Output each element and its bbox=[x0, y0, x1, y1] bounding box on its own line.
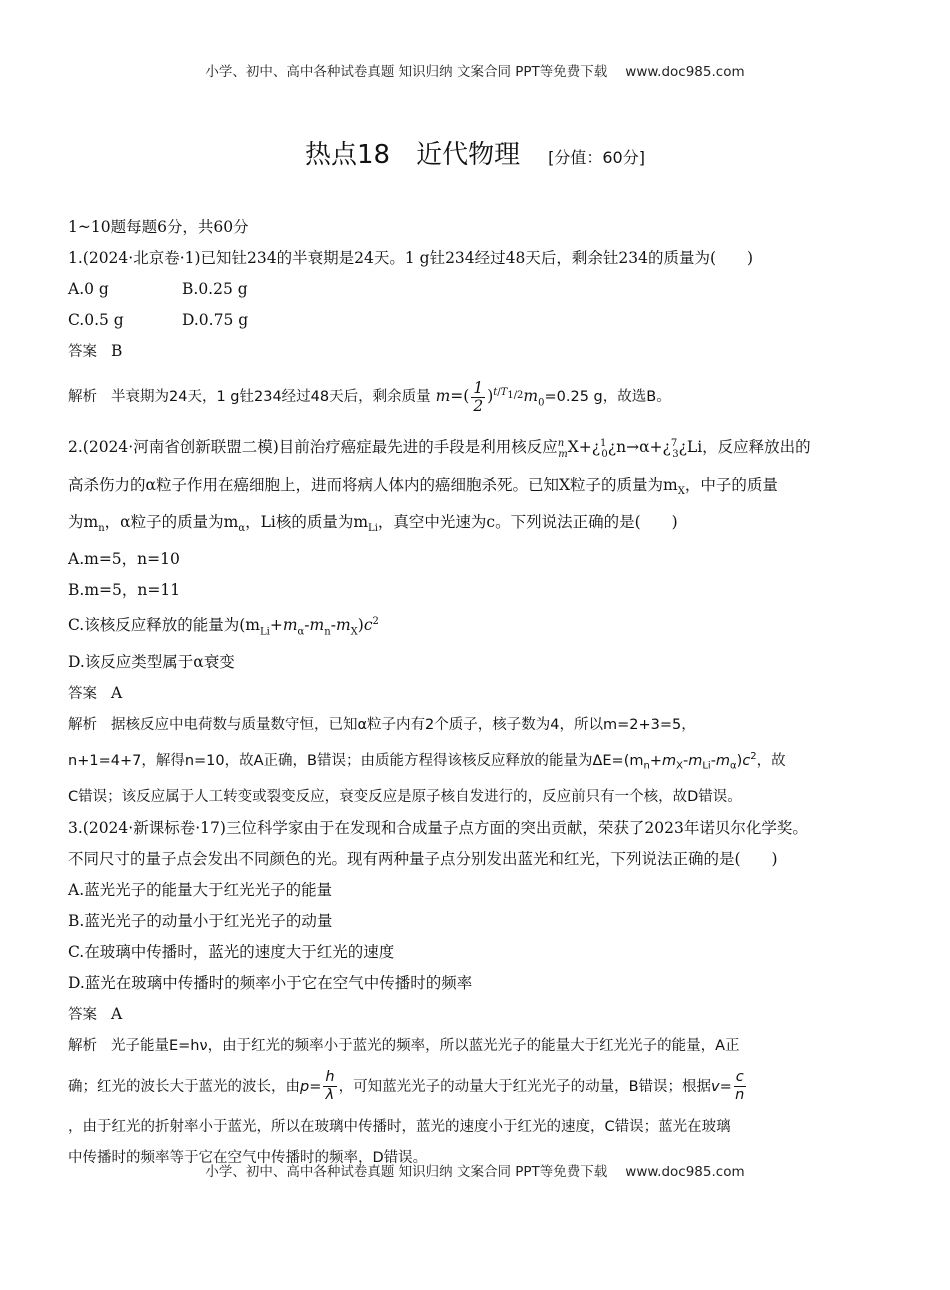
q3-analysis-line4: 中传播时的频率等于它在空气中传播时的频率，D错误。 bbox=[68, 1149, 428, 1166]
q1-answer-label: 答案 bbox=[68, 344, 97, 360]
q2-stem-line2: 高杀伤力的α粒子作用在癌细胞上，进而将病人体内的癌细胞杀死。已知X粒子的质量为$m_X$，中子的质量 bbox=[68, 475, 778, 497]
q1-option-b: B.0.25 g bbox=[182, 280, 248, 298]
footer-site[interactable]: www.doc985.com bbox=[625, 1164, 745, 1180]
q1-option-c: C.0.5 g bbox=[68, 311, 124, 329]
header-site[interactable]: www.doc985.com bbox=[625, 64, 745, 80]
intro: 1~10题每题6分，共60分 bbox=[68, 218, 249, 236]
title-score: [分值：60分] bbox=[548, 148, 645, 167]
q3-an2b: ，可知蓝光光子的动量大于红光光子的动量，B错误；根据 bbox=[338, 1078, 712, 1095]
q3-stem-line2: 不同尺寸的量子点会发出不同颜色的光。现有两种量子点分别发出蓝光和红光，下列说法正确的是( ) bbox=[68, 849, 778, 868]
q2-stem3: 为m bbox=[68, 512, 99, 531]
q3-an2a: 确；红光的波长大于蓝光的波长，由 bbox=[68, 1078, 300, 1095]
q1-option-a: A.0 g bbox=[68, 280, 109, 298]
page-title bbox=[0, 134, 950, 171]
q3-answer-label: 答案 bbox=[68, 1006, 97, 1023]
q2-stem-li: ¿Li，反应释放出的 bbox=[678, 438, 811, 457]
q3-analysis-line1 bbox=[68, 1031, 888, 1062]
q3-answer bbox=[68, 999, 888, 1031]
q1-analysis: 解析 半衰期为24天，1 g钍234经过48天后，剩余质量 m=( $\frac{1}{2}$ )$^{t/T_{1/2}}m_0=0.25$ g，故选B。 bbox=[68, 378, 671, 415]
q2-an1: 据核反应中电荷数与质量数守恒，已知α粒子内有2个质子，核子数为4，所以m=2+3=5， bbox=[111, 716, 696, 733]
q3-option-d: D.蓝光在玻璃中传播时的频率小于它在空气中传播时的频率 bbox=[68, 973, 473, 992]
q3-answer-value: A bbox=[111, 1004, 123, 1023]
q3-analysis-label: 解析 bbox=[68, 1037, 97, 1054]
q2-option-c: C.该核反应释放的能量为$(m_{Li}+m_\alpha-m_n-m_X)c^2$ bbox=[68, 615, 379, 637]
header-text: 小学、初中、高中各种试卷真题 知识归纳 文案合同 PPT等免费下载 bbox=[205, 64, 608, 80]
title-main: 热点18 近代物理 bbox=[305, 140, 521, 170]
q2-analysis-label: 解析 bbox=[68, 716, 97, 733]
q2-stem-line1: 2.(2024·河南省创新联盟二模)目前治疗癌症最先进的手段是利用核反应$^n_m$X+¿$^1_0$¿n→α+¿$^7_3$¿Li，反应释放出的 bbox=[68, 438, 811, 460]
q3-an1: 光子能量E=hν，由于红光的频率小于蓝光的频率，所以蓝光光子的能量大于红光光子的能量，A正 bbox=[111, 1037, 740, 1054]
q2-option-d: D.该反应类型属于α衰变 bbox=[68, 652, 235, 671]
q1-stem: 1.(2024·北京卷·1)已知钍234的半衰期是24天。1 g钍234经过48天后，剩余钍234的质量为( ) bbox=[68, 249, 754, 267]
q1-analysis-post: =0.25 g，故选B。 bbox=[544, 389, 671, 406]
q2-stem3b: ，α粒子的质量为m bbox=[104, 512, 239, 531]
q3-momentum-fraction: $\frac{h}{\lambda}$ bbox=[325, 1069, 335, 1104]
q2-stem-line3: 为$m_n$，α粒子的质量为$m_\alpha$，Li核的质量为$m_{Li}$，真空中光速为c。下列说法正确的是( ) bbox=[68, 512, 678, 534]
q1-answer bbox=[68, 336, 888, 368]
q2-option-b: B.m=5，n=11 bbox=[68, 580, 181, 599]
q3-option-a: A.蓝光光子的能量大于红光光子的能量 bbox=[68, 880, 333, 899]
q1-options-cd bbox=[68, 305, 888, 336]
q1-half-fraction: $\frac{1}{2}$ bbox=[473, 378, 484, 415]
page-footer bbox=[0, 1160, 950, 1180]
footer-text: 小学、初中、高中各种试卷真题 知识归纳 文案合同 PPT等免费下载 bbox=[205, 1164, 608, 1180]
q2-option-a: A.m=5，n=10 bbox=[68, 549, 180, 568]
q2-stem3c: ，Li核的质量为m bbox=[245, 512, 369, 531]
q1-options-ab bbox=[68, 274, 888, 305]
q1-analysis-label: 解析 bbox=[68, 389, 97, 406]
q3-option-b: B.蓝光光子的动量小于红光光子的动量 bbox=[68, 911, 333, 930]
q3-stem-line1: 3.(2024·新课标卷·17)三位科学家由于在发现和合成量子点方面的突出贡献，荣获了2023年诺贝尔化学奖。 bbox=[68, 818, 808, 837]
page-header bbox=[0, 60, 950, 80]
q1-option-d: D.0.75 g bbox=[182, 311, 249, 329]
q1-answer-value: B bbox=[111, 342, 123, 360]
q2-answer bbox=[68, 678, 888, 710]
q2-stem2b: ，中子的质量 bbox=[684, 475, 778, 494]
q2-analysis-line2: n+1=4+7，解得n=10，故A正确，B错误；由质能方程得该核反应释放的能量为$\Delta E=(m_n+m_X-m_{Li}-m_\alpha)c^2$，故 bbox=[68, 750, 786, 772]
q2-answer-value: A bbox=[111, 683, 123, 702]
q1-analysis-pre: 半衰期为24天，1 g钍234经过48天后，剩余质量 bbox=[111, 389, 431, 406]
q3-option-c: C.在玻璃中传播时，蓝光的速度大于红光的速度 bbox=[68, 942, 395, 961]
q2-an2: n+1=4+7，解得n=10，故A正确，B错误；由质能方程得该核反应释放的能量为ΔE=(m bbox=[68, 752, 644, 769]
q3-speed-fraction: $\frac{c}{n}$ bbox=[735, 1069, 745, 1104]
q3-analysis-line2: 确；红光的波长大于蓝光的波长，由p= $\frac{h}{\lambda}$ ，可知蓝光光子的动量大于红光光子的动量，B错误；根据v= $\frac{c}{n}$ bbox=[68, 1069, 745, 1104]
q2-stem2: 高杀伤力的α粒子作用在癌细胞上，进而将病人体内的癌细胞杀死。已知X粒子的质量为m bbox=[68, 475, 678, 494]
q2-stem-x: X+¿ bbox=[567, 438, 601, 457]
q2-stem3d: ，真空中光速为c。下列说法正确的是( ) bbox=[377, 512, 678, 531]
q2-analysis-line1 bbox=[68, 710, 888, 741]
q2-option-c-text: C.该核反应释放的能量为(m bbox=[68, 615, 260, 634]
q2-answer-label: 答案 bbox=[68, 685, 97, 702]
q2-stem-text: 2.(2024·河南省创新联盟二模)目前治疗癌症最先进的手段是利用核反应 bbox=[68, 438, 558, 457]
q2-analysis-line3: C错误；该反应属于人工转变或裂变反应，衰变反应是原子核自发进行的，反应前只有一个核，故D错误。 bbox=[68, 788, 742, 805]
q2-stem-reaction: ¿n→α+¿ bbox=[607, 438, 671, 457]
document-body bbox=[68, 212, 888, 1174]
q3-analysis-line3: ，由于红光的折射率小于蓝光，所以在玻璃中传播时，蓝光的速度小于红光的速度，C错误；蓝光在玻璃 bbox=[68, 1118, 731, 1135]
